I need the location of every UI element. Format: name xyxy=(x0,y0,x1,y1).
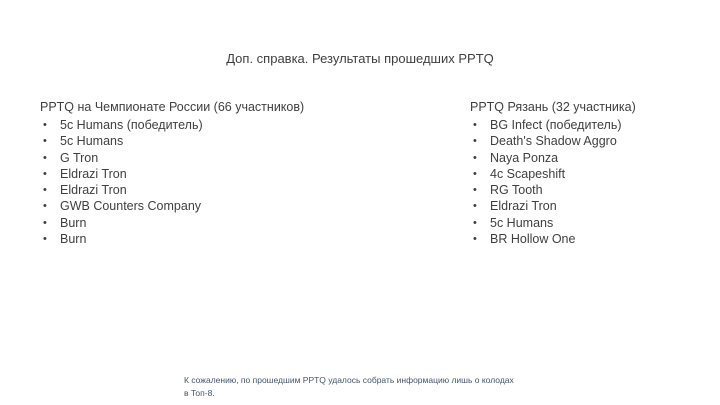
bullet-icon: • xyxy=(43,135,47,148)
deck-name: G Tron xyxy=(60,150,99,165)
bullet-icon: • xyxy=(43,184,47,197)
column-header-ryazan: PPTQ Рязань (32 участника) xyxy=(470,100,636,114)
bullet-icon: • xyxy=(43,216,47,229)
list-item xyxy=(40,117,380,133)
list-item xyxy=(470,133,700,149)
list-item xyxy=(40,150,380,166)
list-item xyxy=(470,166,700,182)
bullet-icon: • xyxy=(473,119,477,131)
list-item xyxy=(470,182,700,198)
bullet-icon: • xyxy=(473,200,477,213)
deck-name: BR Hollow One xyxy=(490,232,576,247)
deck-name: Burn xyxy=(60,232,87,247)
list-item xyxy=(470,215,700,231)
deck-name: BG Infect (победитель) xyxy=(490,118,622,132)
bullet-icon: • xyxy=(43,119,47,131)
bullet-icon: • xyxy=(43,200,47,213)
deck-name: Eldrazi Tron xyxy=(60,166,127,181)
deck-name: 5c Humans (победитель) xyxy=(60,118,203,132)
bullet-icon: • xyxy=(473,184,477,197)
list-item xyxy=(470,150,700,166)
bullet-icon: • xyxy=(473,216,477,229)
list-item xyxy=(40,231,380,247)
results-column-russia-championship xyxy=(40,99,380,247)
deck-name: 5c Humans xyxy=(490,215,554,230)
deck-name: GWB Counters Company xyxy=(60,199,202,214)
list-item xyxy=(40,133,380,149)
column-header-russia-championship: PPTQ на Чемпионате России (66 участников) xyxy=(40,100,305,114)
deck-name: Death's Shadow Aggro xyxy=(490,134,617,149)
list-item xyxy=(40,182,380,198)
deck-name: Naya Ponza xyxy=(490,150,559,165)
slide-title: Доп. справка. Результаты прошедших PPTQ xyxy=(226,51,494,66)
results-column-ryazan xyxy=(470,99,700,247)
list-item xyxy=(470,198,700,214)
deck-list-russia-championship xyxy=(40,117,380,247)
list-item xyxy=(40,198,380,214)
deck-name: 4c Scapeshift xyxy=(490,166,566,181)
deck-name: Burn xyxy=(60,215,87,230)
bullet-icon: • xyxy=(473,233,477,246)
list-item xyxy=(40,166,380,182)
deck-name: Eldrazi Tron xyxy=(490,199,557,214)
bullet-icon: • xyxy=(473,135,477,148)
list-item xyxy=(40,215,380,231)
bullet-icon: • xyxy=(43,167,47,180)
deck-name: RG Tooth xyxy=(490,183,543,198)
footnote: К сожалению, по прошедшим PPTQ удалось собрать информацию лишь о колодах в Топ-8. xyxy=(184,375,514,398)
bullet-icon: • xyxy=(473,151,477,164)
list-item xyxy=(470,117,700,133)
bullet-icon: • xyxy=(473,167,477,180)
list-item xyxy=(470,231,700,247)
deck-name: 5c Humans xyxy=(60,134,124,149)
deck-name: Eldrazi Tron xyxy=(60,183,127,198)
bullet-icon: • xyxy=(43,151,47,164)
bullet-icon: • xyxy=(43,233,47,246)
deck-list-ryazan xyxy=(470,117,700,247)
